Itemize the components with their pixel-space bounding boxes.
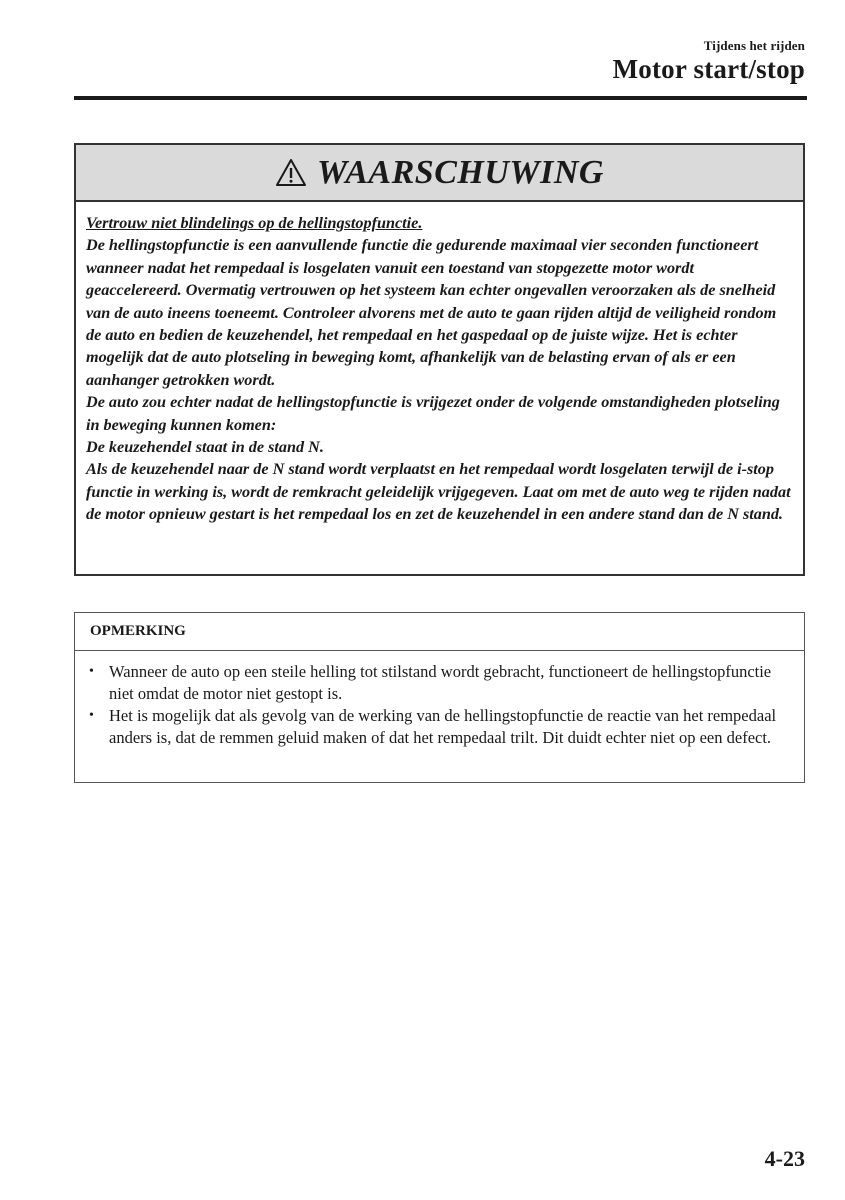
- warning-paragraph: De hellingstopfunctie is een aanvullende functie die gedurende maximaal vier seconden functioneert wanneer nadat het rempedaal is losgelaten vanuit een toestand van stopgezette motor wordt geaccelereerd. Overmatig vertrouwen op het systeem kan echter ongevallen veroorzaken als de snelheid van de auto ineens toeneemt. Controleer alvorens met de auto te gaan rijden altijd de veiligheid rondom de auto en bedien de keuzehendel, het rempedaal en het gaspedaal op de juiste wijze. Het is echter mogelijk dat de auto plotseling in beweging komt, afhankelijk van de belasting ervan of als er een aanhanger getrokken wordt.: [86, 236, 777, 389]
- list-item: [89, 661, 792, 705]
- note-item-text: Wanneer de auto op een steile helling tot stilstand wordt gebracht, functioneert de hellingstopfunctie niet omdat de motor niet gestopt is.: [109, 662, 772, 703]
- warning-paragraph: De auto zou echter nadat de hellingstopfunctie is vrijgezet onder de volgende omstandigheden plotseling in beweging kunnen komen:: [86, 393, 780, 434]
- warning-body: [76, 202, 803, 526]
- note-box: [74, 612, 805, 783]
- bullet-icon: •: [89, 664, 94, 679]
- page-title: Motor start/stop: [612, 54, 805, 84]
- warning-triangle-icon: [275, 157, 307, 189]
- section-label: Tijdens het rijden: [703, 38, 805, 53]
- list-item: [89, 705, 792, 749]
- warning-lead: Vertrouw niet blindelings op de hellingstopfunctie.: [86, 214, 423, 232]
- page-number: 4-23: [764, 1146, 805, 1171]
- warning-header: [76, 145, 803, 202]
- warning-title: WAARSCHUWING: [317, 153, 604, 191]
- header-divider: [74, 96, 807, 100]
- bullet-icon: •: [89, 708, 94, 723]
- warning-paragraph: De keuzehendel staat in de stand N.: [86, 438, 324, 457]
- warning-box: [74, 143, 805, 576]
- note-title: OPMERKING: [75, 613, 804, 651]
- warning-paragraph: Als de keuzehendel naar de N stand wordt verplaatst en het rempedaal wordt losgelaten terwijl de i-stop functie in werking is, wordt de remkracht geleidelijk vrijgegeven. Laat om met de auto weg te rijden nadat de motor opnieuw gestart is het rempedaal los en zet de keuzehendel in een andere stand dan de N stand.: [86, 460, 791, 524]
- note-list: [75, 651, 804, 749]
- note-item-text: Het is mogelijk dat als gevolg van de werking van de hellingstopfunctie de reactie van het rempedaal anders is, dat de remmen geluid maken of dat het rempedaal trilt. Dit duidt echter niet op een defect.: [109, 706, 777, 747]
